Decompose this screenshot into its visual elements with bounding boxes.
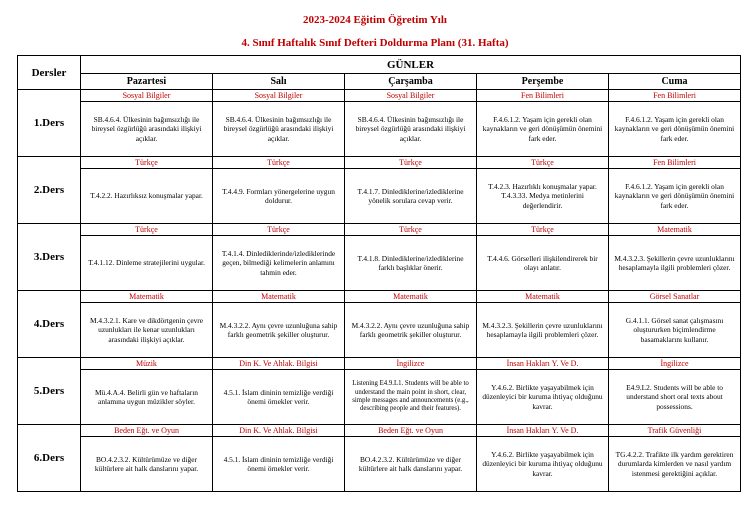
subject-label: Din K. Ve Ahlak. Bilgisi <box>213 358 344 370</box>
lesson-cell <box>81 291 213 358</box>
lesson-cell <box>609 157 741 224</box>
objective-text: T.4.1.4. Dinlediklerinde/izlediklerinde geçen, bilmediği kelimelerin anlamını tahmin eder. <box>221 249 336 277</box>
lesson-cell <box>213 157 345 224</box>
lesson-cell <box>609 358 741 425</box>
objective-text: M.4.3.2.3. Şekillerin çevre uzunluklarını hesaplamayla ilgili problemleri çözer. <box>614 253 735 272</box>
day-header: Perşembe <box>477 74 609 90</box>
subject-label: Matematik <box>477 291 608 303</box>
objective-text: T.4.2.2. Hazırlıksız konuşmalar yapar. <box>90 191 203 201</box>
lesson-cell <box>81 358 213 425</box>
subject-label: Türkçe <box>477 157 608 169</box>
lesson-cell <box>345 90 477 157</box>
table-row <box>18 224 741 291</box>
lesson-cell <box>477 358 609 425</box>
lesson-cell <box>213 425 345 492</box>
objective-text: Y.4.6.2. Birlikte yaşayabilmek için düzenleyici bir kuruma ihtiyaç olduğunu kavrar. <box>482 383 603 411</box>
lesson-cell <box>609 224 741 291</box>
subject-label: Matematik <box>81 291 212 303</box>
day-header: Cuma <box>609 74 741 90</box>
lesson-label: 1.Ders <box>18 90 81 157</box>
subject-label: Trafik Güvenliği <box>609 425 740 437</box>
subject-label: Matematik <box>609 224 740 236</box>
objective-text: F.4.6.1.2. Yaşam için gerekli olan kaynakların ve geri dönüşümün önemini fark eder. <box>482 115 603 143</box>
subject-label: Türkçe <box>213 224 344 236</box>
day-header: Çarşamba <box>345 74 477 90</box>
subject-label: Fen Bilimleri <box>477 90 608 102</box>
lesson-cell <box>213 358 345 425</box>
objective-text: 4.5.1. İslam dininin temizliğe verdiği önemi örnekler verir. <box>223 454 334 473</box>
header-dersler: Dersler <box>18 56 81 90</box>
lesson-cell <box>477 157 609 224</box>
subject-label: Beden Eğt. ve Oyun <box>345 425 476 437</box>
objective-text: T.4.1.7. Dinlediklerine/izlediklerine yönelik sorulara cevap verir. <box>357 186 464 205</box>
subject-label: Fen Bilimleri <box>609 90 740 102</box>
lesson-cell <box>477 291 609 358</box>
objective-text: T.4.1.8. Dinlediklerine/izlediklerine farklı başlıklar önerir. <box>357 253 464 272</box>
table-row <box>18 358 741 425</box>
subject-label: Türkçe <box>213 157 344 169</box>
lesson-cell <box>609 425 741 492</box>
lesson-cell <box>81 425 213 492</box>
objective-text: T.4.4.9. Formları yönergelerine uygun doldurur. <box>222 186 335 205</box>
objective-text: Listening E4.9.L1. Students will be able to understand the main point in short, clear, simple messages and announcements (e.g., describing people and their features). <box>352 380 469 413</box>
lesson-cell <box>609 291 741 358</box>
lesson-cell <box>345 358 477 425</box>
lesson-cell <box>345 425 477 492</box>
subject-label: Sosyal Bilgiler <box>81 90 212 102</box>
lesson-cell <box>345 157 477 224</box>
lesson-cell <box>81 157 213 224</box>
header-gunler: GÜNLER <box>81 56 741 74</box>
subject-label: Türkçe <box>477 224 608 236</box>
subject-label: Fen Bilimleri <box>609 157 740 169</box>
table-row <box>18 157 741 224</box>
subject-label: Türkçe <box>81 157 212 169</box>
objective-text: 4.5.1. İslam dininin temizliğe verdiği önemi örnekler verir. <box>223 387 334 406</box>
lesson-cell <box>477 224 609 291</box>
subject-label: Sosyal Bilgiler <box>345 90 476 102</box>
lesson-cell <box>81 90 213 157</box>
subject-label: Türkçe <box>81 224 212 236</box>
document-title: 2023-2024 Eğitim Öğretim Yılı <box>303 14 447 26</box>
objective-text: SB.4.6.4. Ülkesinin bağımsızlığı ile bireysel özgürlüğü arasındaki ilişkiyi açıklar. <box>223 115 334 143</box>
subject-label: Sosyal Bilgiler <box>213 90 344 102</box>
objective-text: G.4.1.1. Görsel sanat çalışmasını oluştururken biçimlendirme basamaklarını kullanır. <box>625 316 724 344</box>
lesson-label: 4.Ders <box>18 291 81 358</box>
lesson-cell <box>345 224 477 291</box>
subject-label: İngilizce <box>609 358 740 370</box>
objective-text: T.4.2.3. Hazırlıklı konuşmalar yapar. T.4.3.33. Medya metinlerini değerlendirir. <box>488 182 597 210</box>
subject-label: Müzik <box>81 358 212 370</box>
subject-label: Din K. Ve Ahlak. Bilgisi <box>213 425 344 437</box>
lesson-cell <box>477 90 609 157</box>
objective-text: M.4.3.2.2. Aynı çevre uzunluğuna sahip farklı geometrik şekiller oluşturur. <box>351 320 470 339</box>
subject-label: İngilizce <box>345 358 476 370</box>
subject-label: Türkçe <box>345 224 476 236</box>
objective-text: M.4.3.2.3. Şekillerin çevre uzunluklarını hesaplamayla ilgili problemleri çözer. <box>482 320 603 339</box>
lesson-label: 5.Ders <box>18 358 81 425</box>
subject-label: İnsan Hakları Y. Ve D. <box>477 425 608 437</box>
subject-label: İnsan Hakları Y. Ve D. <box>477 358 608 370</box>
objective-text: F.4.6.1.2. Yaşam için gerekli olan kaynakların ve geri dönüşümün önemini fark eder. <box>614 115 735 143</box>
lesson-cell <box>345 291 477 358</box>
objective-text: E4.9.L2. Students will be able to understand short oral texts about possessions. <box>626 383 723 411</box>
days-row <box>18 74 741 90</box>
schedule-table <box>17 55 741 492</box>
day-header: Pazartesi <box>81 74 213 90</box>
subject-label: Matematik <box>345 291 476 303</box>
objective-text: TG.4.2.2. Trafikte ilk yardım gerektiren durumlarda kimlerden ve nasıl yardım istenmesi gerektiğini açıklar. <box>615 450 734 478</box>
lesson-label: 6.Ders <box>18 425 81 492</box>
objective-text: SB.4.6.4. Ülkesinin bağımsızlığı ile bireysel özgürlüğü arasındaki ilişkiyi açıklar. <box>91 115 202 143</box>
table-row <box>18 291 741 358</box>
day-header: Salı <box>213 74 345 90</box>
lesson-cell <box>213 291 345 358</box>
objective-text: F.4.6.1.2. Yaşam için gerekli olan kaynakların ve geri dönüşümün önemini fark eder. <box>614 182 735 210</box>
subject-label: Türkçe <box>345 157 476 169</box>
lesson-cell <box>81 224 213 291</box>
table-row <box>18 425 741 492</box>
lesson-label: 3.Ders <box>18 224 81 291</box>
lesson-cell <box>477 425 609 492</box>
lesson-label: 2.Ders <box>18 157 81 224</box>
objective-text: T.4.4.6. Görselleri ilişkilendirerek bir olayı anlatır. <box>487 253 598 272</box>
objective-text: BO.4.2.3.2. Kültürümüze ve diğer kültürlere ait halk danslarını yapar. <box>358 454 463 473</box>
objective-text: Y.4.6.2. Birlikte yaşayabilmek için düzenleyici bir kuruma ihtiyaç olduğunu kavrar. <box>482 450 603 478</box>
subject-label: Görsel Sanatlar <box>609 291 740 303</box>
lesson-cell <box>609 90 741 157</box>
objective-text: SB.4.6.4. Ülkesinin bağımsızlığı ile bireysel özgürlüğü arasındaki ilişkiyi açıklar. <box>355 115 466 143</box>
lesson-cell <box>213 90 345 157</box>
objective-text: Mü.4.A.4. Belirli gün ve haftaların anlamına uygun müzikler söyler. <box>94 387 199 406</box>
lesson-cell <box>213 224 345 291</box>
objective-text: M.4.3.2.1. Kare ve dikdörtgenin çevre uzunlukları ile kenar uzunlukları arasındaki ilişkiyi açıklar. <box>89 316 204 344</box>
subject-label: Matematik <box>213 291 344 303</box>
table-row <box>18 90 741 157</box>
subject-label: Beden Eğt. ve Oyun <box>81 425 212 437</box>
objective-text: T.4.1.12. Dinleme stratejilerini uygular. <box>88 258 205 268</box>
objective-text: M.4.3.2.2. Aynı çevre uzunluğuna sahip farklı geometrik şekiller oluşturur. <box>219 320 338 339</box>
objective-text: BO.4.2.3.2. Kültürümüze ve diğer kültürlere ait halk danslarını yapar. <box>94 454 199 473</box>
document-subtitle: 4. Sınıf Haftalık Sınıf Defteri Doldurma Planı (31. Hafta) <box>241 37 509 49</box>
